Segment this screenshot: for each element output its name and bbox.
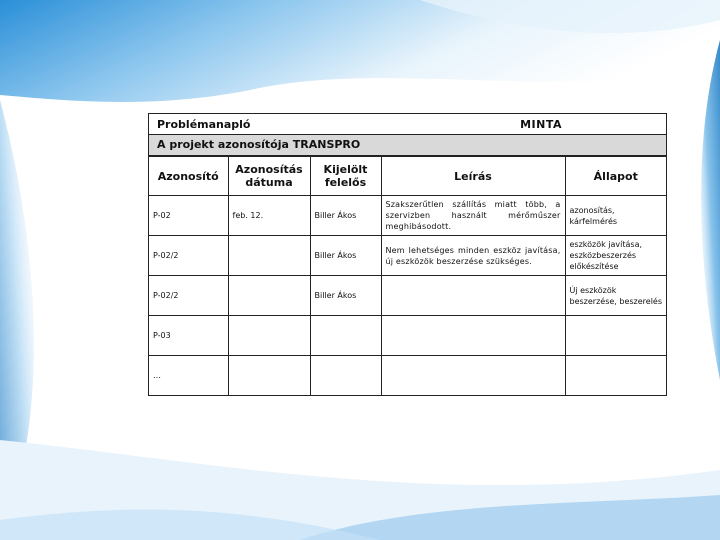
cell-description — [381, 316, 565, 356]
cell-owner — [310, 356, 381, 396]
table-header-row — [149, 157, 666, 196]
cell-date — [228, 316, 310, 356]
cell-date — [228, 236, 310, 276]
table-row — [149, 316, 666, 356]
cell-owner: Biller Ákos — [310, 196, 381, 236]
cell-owner: Biller Ákos — [310, 236, 381, 276]
cell-date — [228, 276, 310, 316]
column-header-description: Leírás — [381, 157, 565, 196]
table-row — [149, 236, 666, 276]
table-row — [149, 196, 666, 236]
cell-description: Szakszerűtlen szállítás miatt több, a szervizben használt mérőműszer meghibásodott. — [381, 196, 565, 236]
cell-status — [565, 356, 666, 396]
column-header-date: Azonosítás dátuma — [228, 157, 310, 196]
cell-status: eszközök javítása, eszközbeszerzés előkészítése — [565, 236, 666, 276]
cell-description — [381, 356, 565, 396]
cell-status: Új eszközök beszerzése, beszerelés — [565, 276, 666, 316]
cell-owner: Biller Ákos — [310, 276, 381, 316]
cell-owner — [310, 316, 381, 356]
column-header-owner: Kijelölt felelős — [310, 157, 381, 196]
cell-id: P-03 — [149, 316, 228, 356]
column-header-id: Azonosító — [149, 157, 228, 196]
document-title: Problémanapló — [157, 117, 251, 131]
cell-description: Nem lehetséges minden eszköz javítása, új eszközök beszerzése szükséges. — [381, 236, 565, 276]
project-id-bar: A projekt azonosítója TRANSPRO — [149, 135, 666, 156]
sample-badge: MINTA — [520, 117, 562, 131]
cell-status — [565, 316, 666, 356]
table-row — [149, 356, 666, 396]
cell-status: azonosítás, kárfelmérés — [565, 196, 666, 236]
cell-id: P-02 — [149, 196, 228, 236]
cell-description — [381, 276, 565, 316]
cell-date — [228, 356, 310, 396]
problem-table — [149, 156, 666, 395]
cell-date: feb. 12. — [228, 196, 310, 236]
cell-id: P-02/2 — [149, 236, 228, 276]
column-header-status: Állapot — [565, 157, 666, 196]
cell-id: P-02/2 — [149, 276, 228, 316]
document-header — [149, 114, 666, 135]
table-row — [149, 276, 666, 316]
problem-log-document — [148, 113, 667, 396]
cell-id: … — [149, 356, 228, 396]
